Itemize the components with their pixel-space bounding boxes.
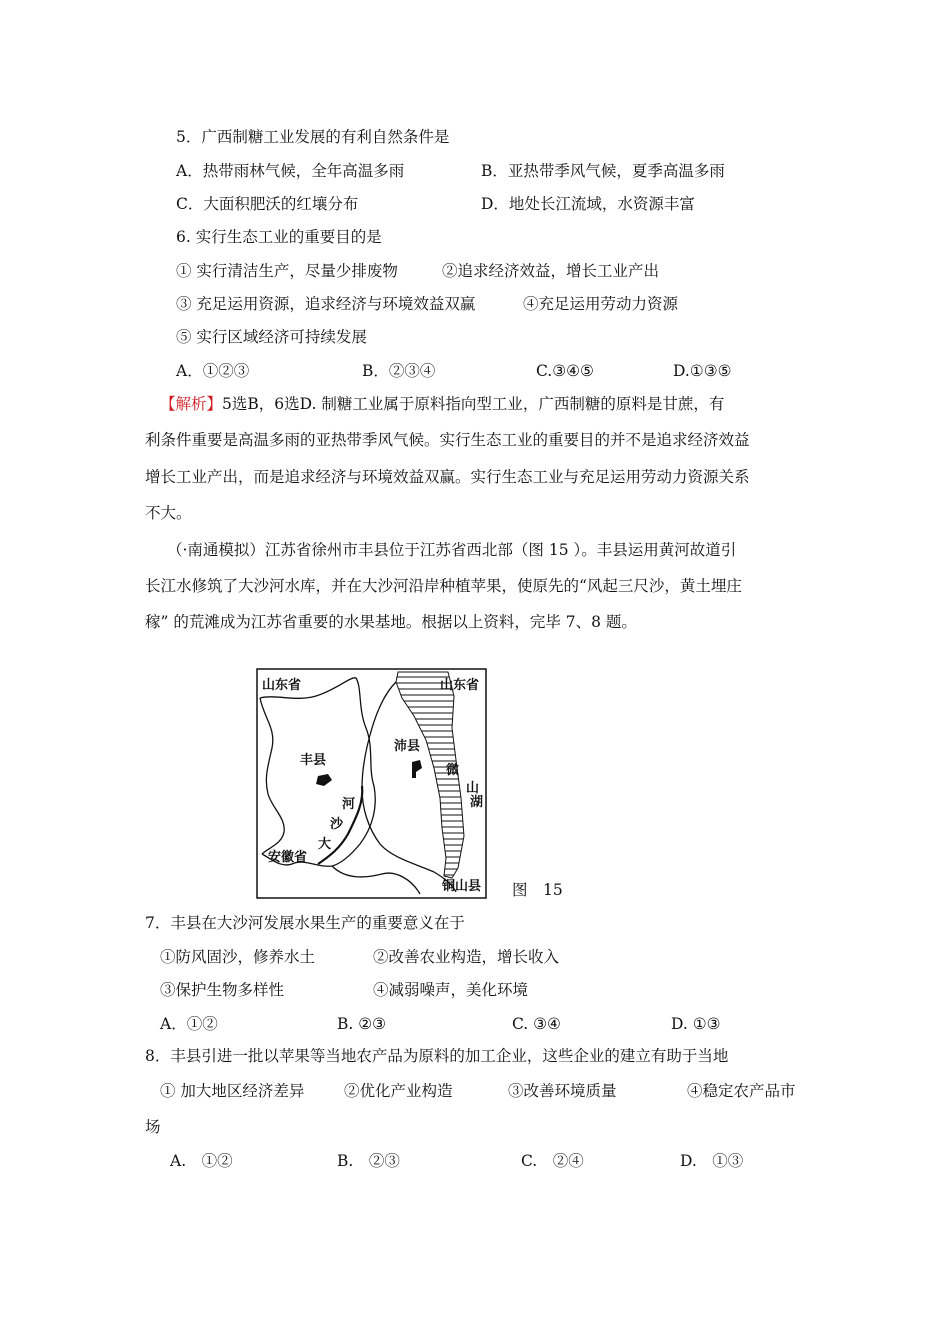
label-he: 河 (342, 797, 356, 812)
q7-option-d: D. ①③ (671, 1015, 721, 1033)
analysis-line-3: 增长工业产出，而是追求经济与环境效益双赢。实行生态工业与充足运用劳动力资源关系 (145, 468, 750, 486)
q8-item-3: ③改善环境质量 (508, 1082, 617, 1100)
q7-item-3: ③保护生物多样性 (160, 981, 285, 999)
q6-option-b: B．②③④ (362, 362, 436, 380)
q5-option-b: B．亚热带季风气候，夏季高温多雨 (481, 162, 725, 180)
analysis-line-4: 不大。 (145, 504, 192, 522)
q5-option-d: D．地处长江流域，水资源丰富 (481, 195, 695, 213)
label-shan: 山 (466, 781, 480, 796)
label-anhui: 安徽省 (268, 850, 308, 865)
q7-stem: 7．丰县在大沙河发展水果生产的重要意义在于 (145, 914, 465, 932)
q6-item-2: ②追求经济效益，增长工业产出 (442, 262, 660, 280)
analysis-line-1 (160, 394, 724, 414)
label-wei: 微 (446, 763, 460, 778)
fengxian-map (256, 668, 487, 899)
analysis-text-1: 5选B，6选D. 制糖工业属于原料指向型工业，广西制糖的原料是甘蔗，有 (222, 395, 725, 413)
q7-item-4: ④减弱噪声，美化环境 (373, 981, 529, 999)
q7-option-a: A．①② (160, 1015, 218, 1033)
label-shandong-left: 山东省 (262, 678, 302, 693)
q8-option-c: C. ②④ (521, 1152, 584, 1170)
q8-option-b: B. ②③ (337, 1152, 400, 1170)
q6-option-c: C.③④⑤ (536, 362, 594, 380)
label-tongshan: 铜山县 (442, 879, 482, 894)
label-da: 大 (318, 837, 332, 852)
label-peixian: 沛县 (394, 739, 421, 754)
q7-item-1: ①防风固沙，修养水土 (160, 948, 316, 966)
q8-item-4-cont: 场 (145, 1118, 161, 1136)
q6-item-3: ③ 充足运用资源，追求经济与环境效益双赢 (176, 295, 476, 313)
q7-option-c: C. ③④ (512, 1015, 561, 1033)
q6-item-1: ① 实行清洁生产，尽量少排废物 (176, 262, 398, 280)
q8-item-1: ① 加大地区经济差异 (160, 1082, 305, 1100)
q6-stem: 6. 实行生态工业的重要目的是 (176, 228, 382, 246)
q8-option-d: D. ①③ (680, 1152, 744, 1170)
analysis-tag: 【解析】 (160, 395, 223, 413)
label-sha: 沙 (330, 817, 344, 832)
q5-stem: 5．广西制糖工业发展的有利自然条件是 (176, 128, 450, 146)
analysis-line-2: 利条件重要是高温多雨的亚热带季风气候。实行生态工业的重要目的并不是追求经济效益 (145, 431, 750, 449)
q7-option-b: B. ②③ (337, 1015, 387, 1033)
q6-item-5: ⑤ 实行区域经济可持续发展 (176, 328, 367, 346)
q8-item-2: ②优化产业构造 (344, 1082, 453, 1100)
q8-item-4: ④稳定农产品市 (687, 1082, 796, 1100)
q8-stem: 8．丰县引进一批以苹果等当地农产品为原料的加工企业，这些企业的建立有助于当地 (145, 1047, 729, 1065)
q5-option-a: A．热带雨林气候，全年高温多雨 (176, 162, 405, 180)
label-shandong-right: 山东省 (440, 678, 480, 693)
material-line-2: 长江水修筑了大沙河水库，并在大沙河沿岸种植苹果，使原先的“风起三尺沙，黄土埋庄 (145, 577, 742, 595)
material-line-1: （·南通模拟）江苏省徐州市丰县位于江苏省西北部（图 15 ）。丰县运用黄河故道引 (167, 541, 737, 559)
q6-item-4: ④充足运用劳动力资源 (523, 295, 679, 313)
q6-option-a: A．①②③ (176, 362, 250, 380)
figure-caption: 图 15 (512, 881, 563, 899)
material-line-3: 稼” 的荒滩成为江苏省重要的水果基地。根据以上资料，完毕 7、8 题。 (145, 613, 637, 631)
q7-item-2: ②改善农业构造，增长收入 (373, 948, 560, 966)
label-fengxian: 丰县 (300, 753, 327, 768)
q8-option-a: A. ①② (170, 1152, 233, 1170)
q5-option-c: C．大面积肥沃的红壤分布 (176, 195, 359, 213)
q6-option-d: D.①③⑤ (673, 362, 732, 380)
label-hu: 湖 (470, 795, 484, 810)
